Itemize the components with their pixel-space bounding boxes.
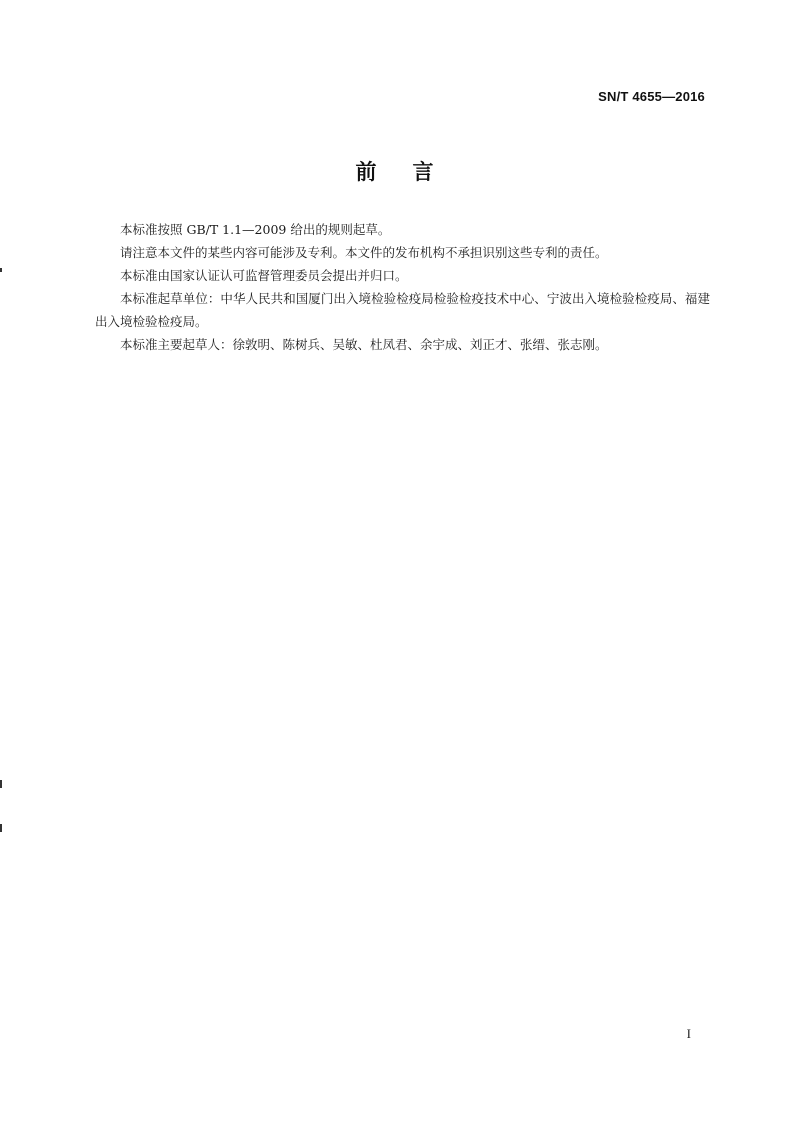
standard-code: SN/T 4655—2016 [598, 89, 705, 104]
scan-edge-mark [0, 268, 2, 272]
paragraph-patent-notice: 请注意本文件的某些内容可能涉及专利。本文件的发布机构不承担识别这些专利的责任。 [120, 245, 608, 260]
paragraph-drafters: 本标准主要起草人：徐敦明、陈树兵、吴敏、杜凤君、余宇成、刘正才、张缙、张志刚。 [120, 337, 608, 352]
paragraph-drafting-rules: 本标准按照 GB/T 1.1—2009 给出的规则起草。 [120, 222, 391, 237]
page-number: I [686, 1026, 691, 1041]
page-title: 前言 [355, 160, 470, 184]
scan-edge-mark [0, 824, 2, 832]
scan-edge-mark [0, 780, 2, 788]
paragraph-drafting-units: 本标准起草单位：中华人民共和国厦门出入境检验检疫局检验检疫技术中心、宁波出入境检验检疫局、福建出入境检验检疫局。 [95, 291, 710, 329]
paragraph-proposer: 本标准由国家认证认可监督管理委员会提出并归口。 [120, 268, 408, 283]
foreword-body [95, 218, 710, 356]
